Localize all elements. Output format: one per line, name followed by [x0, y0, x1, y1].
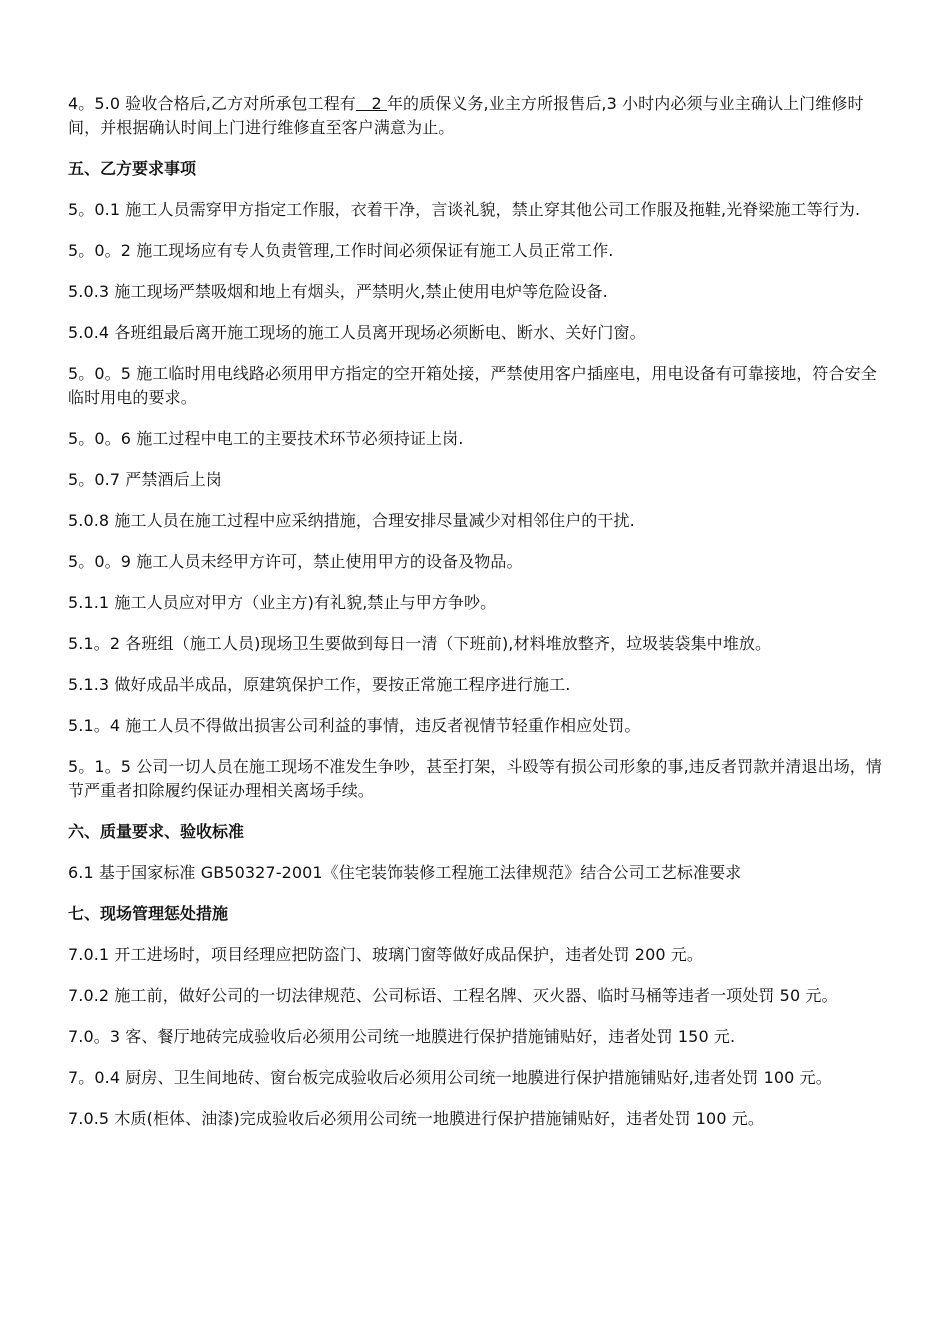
clause-7-0-3: 7.0。3 客、餐厅地砖完成验收后必须用公司统一地膜进行保护措施铺贴好，违者处罚 150 元.	[68, 1027, 736, 1046]
clause-5-1-1: 5.1.1 施工人员应对甲方（业主方)有礼貌,禁止与甲方争吵。	[68, 593, 497, 612]
section-heading-5: 五、乙方要求事项	[68, 159, 197, 178]
clause-5-0-7: 5。0.7 严禁酒后上岗	[68, 470, 222, 489]
clause-4-5-0	[68, 92, 886, 140]
clause-6-1: 6.1 基于国家标准 GB50327-2001《住宅装饰装修工程施工法律规范》结合公司工艺标准要求	[68, 863, 742, 882]
document-page	[68, 92, 886, 1148]
clause-5-0-4: 5.0.4 各班组最后离开施工现场的施工人员离开现场必须断电、断水、关好门窗。	[68, 323, 646, 342]
clause-5-1-5: 5。1。5 公司一切人员在施工现场不准发生争吵，甚至打架，斗殴等有损公司形象的事,违反者罚款并清退出场，情节严重者扣除履约保证办理相关离场手续。	[68, 757, 883, 800]
clause-5-1-4: 5.1。4 施工人员不得做出损害公司利益的事情，违反者视情节轻重作相应处罚。	[68, 716, 641, 735]
clause-5-0-3: 5.0.3 施工现场严禁吸烟和地上有烟头，严禁明火,禁止使用电炉等危险设备.	[68, 282, 608, 301]
clause-5-0-2: 5。0。2 施工现场应有专人负责管理,工作时间必须保证有施工人员正常工作.	[68, 241, 614, 260]
clause-5-0-5: 5。0。5 施工临时用电线路必须用甲方指定的空开箱处接，严禁使用客户插座电，用电设备有可靠接地，符合安全临时用电的要求。	[68, 364, 877, 407]
clause-5-0-8: 5.0.8 施工人员在施工过程中应采纳措施，合理安排尽量减少对相邻住户的干扰.	[68, 511, 635, 530]
clause-7-0-2: 7.0.2 施工前，做好公司的一切法律规范、公司标语、工程名牌、灭火器、临时马桶等违者一项处罚 50 元。	[68, 986, 838, 1005]
section-heading-7: 七、现场管理惩处措施	[68, 904, 229, 923]
clause-5-0-6: 5。0。6 施工过程中电工的主要技术环节必须持证上岗.	[68, 429, 464, 448]
clause-text: 4。5.0 验收合格后,乙方对所承包工程有	[68, 94, 356, 113]
section-heading-6: 六、质量要求、验收标准	[68, 822, 245, 841]
clause-5-0-1: 5。0.1 施工人员需穿甲方指定工作服，衣着干净，言谈礼貌，禁止穿其他公司工作服及拖鞋,光脊梁施工等行为.	[68, 200, 861, 219]
clause-5-1-3: 5.1.3 做好成品半成品，原建筑保护工作，要按正常施工程序进行施工.	[68, 675, 571, 694]
clause-7-0-5: 7.0.5 木质(柜体、油漆)完成验收后必须用公司统一地膜进行保护措施铺贴好，违者处罚 100 元。	[68, 1109, 764, 1128]
clause-7-0-4: 7。0.4 厨房、卫生间地砖、窗台板完成验收后必须用公司统一地膜进行保护措施铺贴好,违者处罚 100 元。	[68, 1068, 832, 1087]
clause-7-0-1: 7.0.1 开工进场时，项目经理应把防盗门、玻璃门窗等做好成品保护，违者处罚 200 元。	[68, 945, 704, 964]
clause-5-1-2: 5.1。2 各班组（施工人员)现场卫生要做到每日一清（下班前),材料堆放整齐，垃圾装袋集中堆放。	[68, 634, 772, 653]
clause-text: 年的质保义务,业主方所报售后,3 小时内必须与业主确认上门维修时间，并根据确认时间上门进行维修直至客户满意为止。	[68, 94, 864, 137]
clause-5-0-9: 5。0。9 施工人员未经甲方许可，禁止使用甲方的设备及物品。	[68, 552, 523, 571]
warranty-years-blank: 2	[355, 94, 387, 113]
